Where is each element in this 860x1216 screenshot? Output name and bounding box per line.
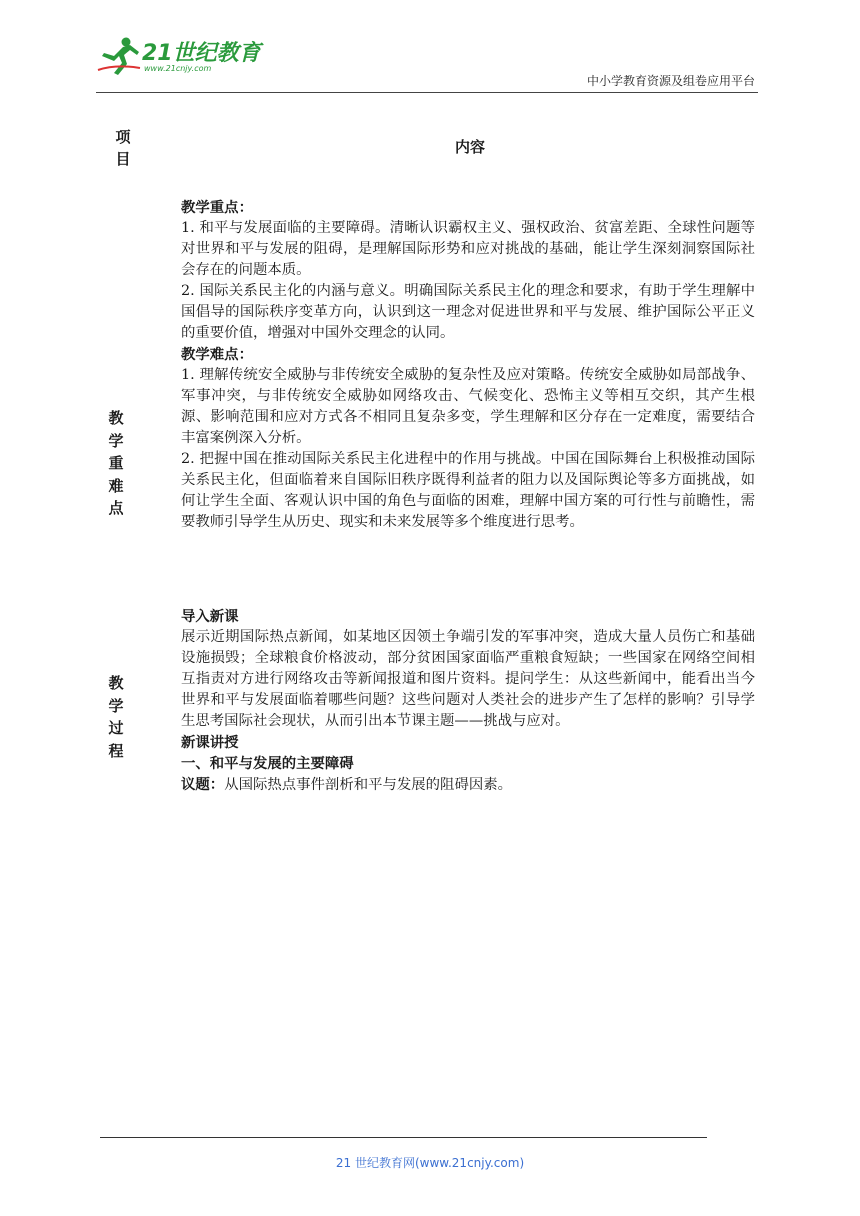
- column-header-item: 项 目: [115, 128, 131, 168]
- focus-paragraph-2: 2. 国际关系民主化的内涵与意义。明确国际关系民主化的理念和要求，有助于学生理解中国倡导的国际秩序变革方向，认识到这一理念对促进世界和平与发展、维护国际公平正义的重要价值，增强对中国外交理念的认同。: [181, 283, 755, 341]
- footer-divider: [100, 1137, 707, 1138]
- intro-title: 导入新课: [181, 608, 239, 625]
- header-divider: [96, 92, 758, 93]
- difficulty-paragraph-2: 2. 把握中国在推动国际关系民主化进程中的作用与挑战。中国在国际舞台上积极推动国际关系民主化，但面临着来自国际旧秩序既得利益者的阻力以及国际舆论等多方面挑战，如何让学生全面、客观认识中国的角色与面临的困难，理解中国方案的可行性与前瞻性，需要教师引导学生从历史、现实和未来发展等多个维度进行思考。: [181, 451, 755, 530]
- focus-paragraph-1: 1. 和平与发展面临的主要障碍。清晰认识霸权主义、强权政治、贫富差距、全球性问题等对世界和平与发展的阻碍，是理解国际形势和应对挑战的基础，能让学生深刻洞察国际社会存在的问题本质。: [181, 220, 755, 278]
- difficulty-paragraph-1: 1. 理解传统安全威胁与非传统安全威胁的复杂性及应对策略。传统安全威胁如局部战争、军事冲突，与非传统安全威胁如网络攻击、气候变化、恐怖主义等相互交织，其产生根源、影响范围和应对方式各不相同且复杂多变，学生理解和区分存在一定难度，需要结合丰富案例深入分析。: [181, 367, 755, 446]
- platform-name: 中小学教育资源及组卷应用平台: [586, 74, 755, 88]
- topic-label: 议题：: [181, 776, 225, 793]
- runner-logo-icon: [96, 36, 142, 76]
- footer-text: 21 世纪教育网(www.21cnjy.com): [335, 1156, 525, 1170]
- topic-text: 从国际热点事件剖析和平与发展的阻碍因素。: [224, 777, 513, 793]
- process-content: [181, 606, 755, 796]
- logo-url: www.21cnjy.com: [144, 64, 212, 73]
- lecture-title: 新课讲授: [181, 734, 239, 751]
- site-logo: [96, 36, 266, 78]
- section-heading-1: 一、和平与发展的主要障碍: [181, 755, 354, 772]
- row-label-key-points: 教 学 重 难 点: [108, 409, 124, 517]
- focus-title: 教学重点：: [181, 199, 253, 216]
- page-header: [0, 0, 860, 100]
- logo-text: 21世纪教育: [142, 41, 261, 66]
- topic-line: [181, 774, 755, 796]
- intro-paragraph: 展示近期国际热点新闻，如某地区因领土争端引发的军事冲突，造成大量人员伤亡和基础设施损毁；全球粮食价格波动，部分贫困国家面临严重粮食短缺；一些国家在网络空间相互指责对方进行网络攻击等新闻报道和图片资料。提问学生：从这些新闻中，能看出当今世界和平与发展面临着哪些问题？这些问题对人类社会的进步产生了怎样的影响？引导学生思考国际社会现状，从而引出本节课主题——挑战与应对。: [181, 629, 755, 729]
- difficulty-title: 教学难点：: [181, 346, 253, 363]
- row-label-process: 教 学 过 程: [108, 674, 124, 760]
- column-header-content: 内容: [454, 138, 485, 156]
- key-points-content: [181, 197, 755, 533]
